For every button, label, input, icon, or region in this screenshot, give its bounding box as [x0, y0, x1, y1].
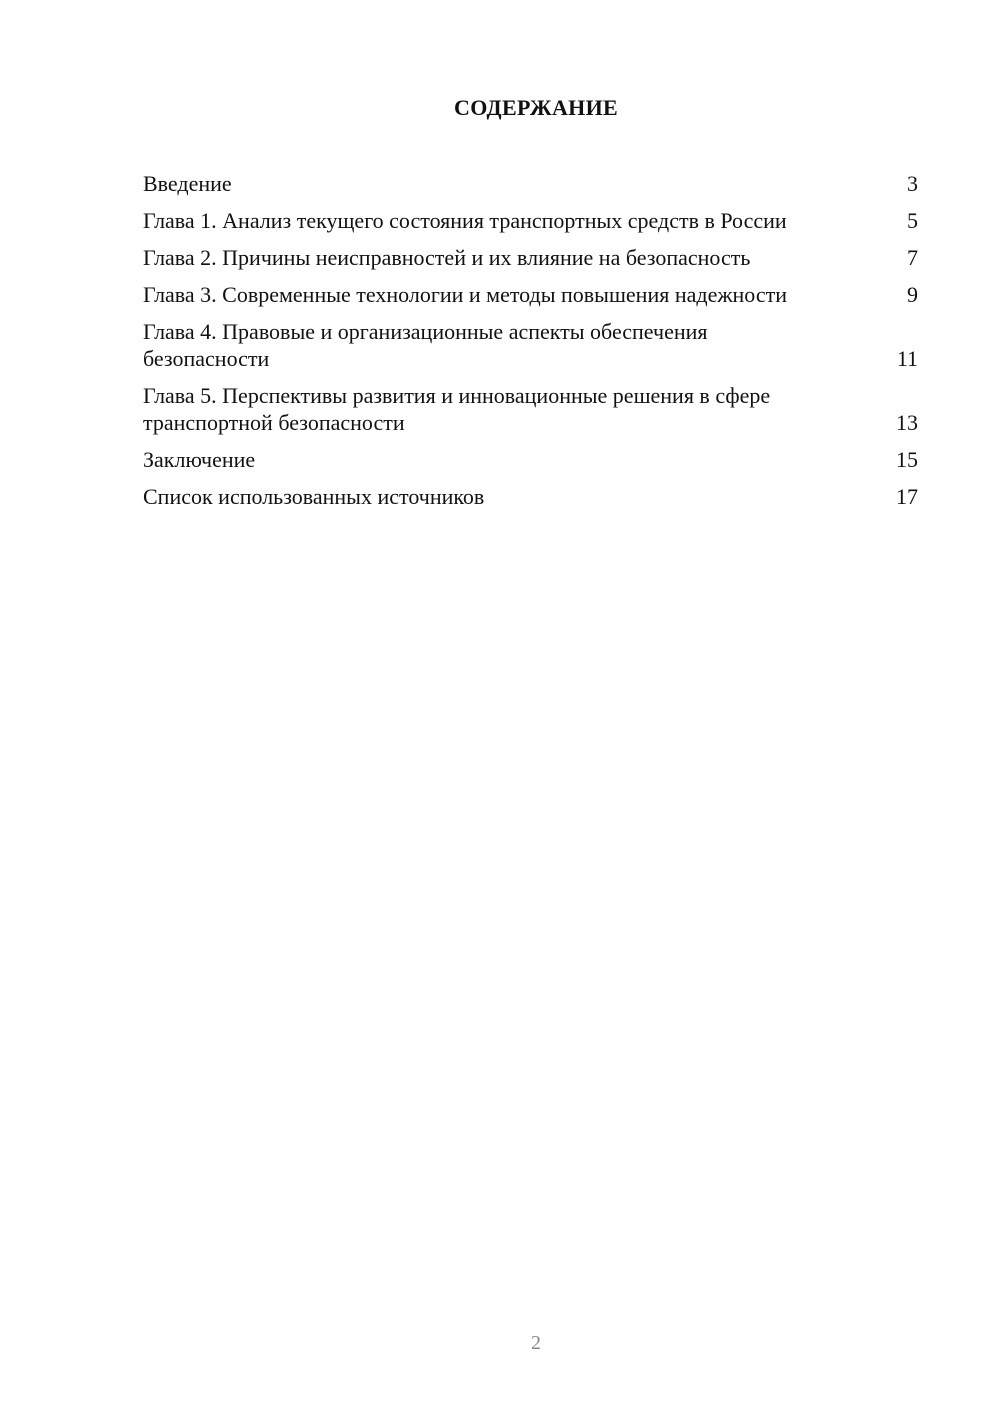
table-of-contents	[143, 170, 918, 520]
toc-entry	[143, 281, 918, 308]
toc-entry-text: Список использованных источников	[143, 484, 485, 509]
toc-entry-text: Глава 5. Перспективы развития и инновационные решения в сфере транспортной безопасности	[143, 383, 771, 435]
page-number: 2	[531, 1332, 541, 1354]
toc-entry-text: Глава 4. Правовые и организационные аспекты обеспечения безопасности	[143, 319, 708, 371]
toc-entry	[143, 207, 918, 234]
toc-entry-page: 5	[907, 208, 918, 233]
toc-entry	[143, 244, 918, 271]
toc-entry	[143, 170, 918, 197]
toc-entry	[143, 446, 918, 473]
toc-entry-page: 13	[896, 410, 918, 435]
toc-entry-text: Введение	[143, 171, 232, 196]
toc-entry	[143, 318, 918, 372]
toc-entry-page: 3	[907, 171, 918, 196]
toc-entry-text: Глава 3. Современные технологии и методы повышения надежности	[143, 282, 788, 307]
toc-entry-page: 11	[896, 346, 918, 371]
toc-entry-page: 9	[907, 282, 918, 307]
page-title: СОДЕРЖАНИЕ	[454, 95, 618, 120]
toc-entry-text: Заключение	[143, 447, 256, 472]
toc-entry-page: 17	[896, 484, 918, 509]
toc-entry-text: Глава 2. Причины неисправностей и их влияние на безопасность	[143, 245, 751, 270]
toc-entry	[143, 382, 918, 436]
toc-entry-page: 15	[896, 447, 918, 472]
toc-entry-text: Глава 1. Анализ текущего состояния транспортных средств в России	[143, 208, 787, 233]
toc-entry-page: 7	[907, 245, 918, 270]
toc-entry	[143, 483, 918, 510]
